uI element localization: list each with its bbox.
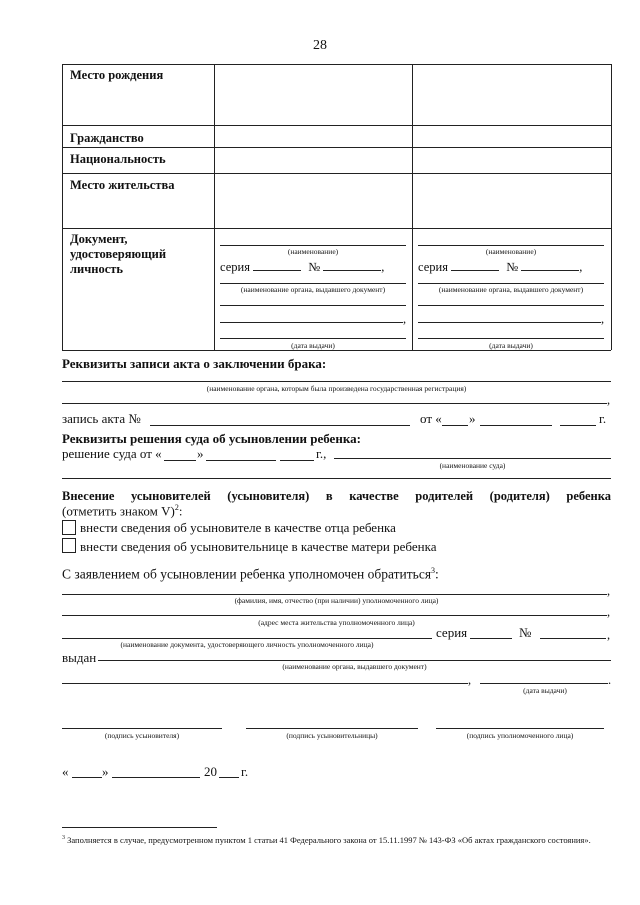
authorized-heading: С заявлением об усыновлении ребенка уполномочен обратиться <box>62 566 432 582</box>
authorized-doc-caption: (наименование документа, удостоверяющего личность уполномоченного лица) <box>120 640 374 649</box>
row-label-nationality: Национальность <box>70 152 166 166</box>
parents-heading-note: (отметить знаком V) <box>62 503 175 519</box>
citizenship-field-2[interactable] <box>414 127 609 145</box>
authorized-doc-field[interactable] <box>62 638 432 639</box>
record-year-suffix: г. <box>599 411 607 426</box>
father-option-label: внести сведения об усыновителе в качестве отца ребенка <box>80 520 396 535</box>
nationality-field-2[interactable] <box>414 149 609 171</box>
date-quote-open: « <box>62 764 69 779</box>
record-quote-close: » <box>469 411 476 426</box>
court-decision-label: решение суда от « <box>62 446 162 461</box>
footnote-separator <box>62 827 217 828</box>
series-field[interactable] <box>451 258 499 271</box>
date-day-field[interactable] <box>72 777 102 778</box>
marriage-org-caption: (наименование органа, которым была произведена государственная регистрация) <box>206 384 467 393</box>
court-month-field[interactable] <box>206 460 276 461</box>
court-quote-close: » <box>197 446 204 461</box>
record-month-field[interactable] <box>480 425 552 426</box>
parents-heading: Внесение усыновителей (усыновителя) в качестве родителей (родителя) ребенка <box>62 489 611 503</box>
record-day-field[interactable] <box>442 425 468 426</box>
date-caption: (дата выдачи) <box>489 341 533 350</box>
court-name-field[interactable] <box>334 458 611 459</box>
row-label-citizenship: Гражданство <box>70 131 144 145</box>
signature-authorized-field[interactable] <box>436 728 604 729</box>
issuer-caption: (наименование органа, выдавшего документ) <box>240 285 386 294</box>
father-checkbox[interactable] <box>62 520 76 535</box>
series-field[interactable] <box>253 258 301 271</box>
signature-authorized-caption: (подпись уполномоченного лица) <box>466 731 574 740</box>
record-from-label: от « <box>420 411 442 426</box>
signature-adopter-father-field[interactable] <box>62 728 222 729</box>
court-name-field-2[interactable] <box>62 478 611 479</box>
authorized-date-field[interactable] <box>480 683 608 684</box>
row-label-residence: Место жительства <box>70 178 175 192</box>
authorized-address-caption: (адрес места жительства уполномоченного лица) <box>258 618 415 627</box>
court-heading: Реквизиты решения суда об усыновлении ребенка: <box>62 431 361 446</box>
number-field[interactable] <box>521 258 579 271</box>
footnote-text: Заполняется в случае, предусмотренном пунктом 1 статьи 41 Федерального закона от 15.11.1997 № 143-ФЗ «Об актах гражданского состояния». <box>67 834 591 845</box>
marriage-org-field-2[interactable] <box>62 403 607 404</box>
authorized-issuer-field[interactable] <box>98 660 611 661</box>
date-year-suffix: г. <box>241 764 249 779</box>
residence-field-2[interactable] <box>414 175 609 226</box>
authorized-number-field[interactable] <box>540 638 606 639</box>
authorized-address-field[interactable] <box>62 615 607 616</box>
court-year-suffix: г., <box>316 446 327 461</box>
record-number-field[interactable] <box>150 425 410 426</box>
residence-field-1[interactable] <box>216 175 410 226</box>
row-label-document: Документ, удостоверяющий личность <box>70 232 167 276</box>
mother-option-label: внести сведения об усыновительнице в качестве матери ребенка <box>80 539 437 554</box>
marriage-heading: Реквизиты записи акта о заключении брака: <box>62 356 327 371</box>
authorized-number-label: № <box>519 625 532 640</box>
series-label: серия <box>418 260 448 274</box>
nationality-field-1[interactable] <box>216 149 410 171</box>
issuer-caption: (наименование органа, выдавшего документ) <box>438 285 584 294</box>
authorized-date-caption: (дата выдачи) <box>523 686 567 695</box>
date-century: 20 <box>204 764 217 779</box>
birthplace-field-1[interactable] <box>216 66 410 123</box>
doc-name-caption: (наименование) <box>485 247 537 256</box>
signature-adopter-father-caption: (подпись усыновителя) <box>104 731 180 740</box>
authorized-name-caption: (фамилия, имя, отчество (при наличии) уполномоченного лица) <box>234 596 439 605</box>
footnote-ref-3: 3 <box>431 566 436 575</box>
date-quote-close: » <box>102 764 109 779</box>
birthplace-field-2[interactable] <box>414 66 609 123</box>
court-year-field[interactable] <box>280 460 314 461</box>
authorized-name-field[interactable] <box>62 594 607 595</box>
signature-adopter-mother-caption: (подпись усыновительницы) <box>286 731 378 740</box>
date-month-field[interactable] <box>112 777 200 778</box>
number-label: № <box>308 260 321 274</box>
record-label: запись акта № <box>62 411 141 426</box>
authorized-issuer-field-2[interactable] <box>62 683 468 684</box>
marriage-org-field[interactable] <box>62 381 611 382</box>
footnote-ref-2: 2 <box>174 503 179 512</box>
authorized-issuer-caption: (наименование органа, выдавшего документ) <box>282 662 427 671</box>
row-label-birthplace: Место рождения <box>70 68 164 82</box>
series-label: серия <box>220 260 250 274</box>
mother-checkbox[interactable] <box>62 538 76 553</box>
signature-adopter-mother-field[interactable] <box>246 728 418 729</box>
citizenship-field-1[interactable] <box>216 127 410 145</box>
court-name-caption: (наименование суда) <box>439 461 506 470</box>
authorized-series-label: серия <box>436 625 468 640</box>
record-year-field[interactable] <box>560 425 596 426</box>
doc-name-caption: (наименование) <box>287 247 339 256</box>
date-year-field[interactable] <box>219 777 239 778</box>
court-day-field[interactable] <box>164 460 196 461</box>
issued-label: выдан <box>62 650 97 665</box>
date-caption: (дата выдачи) <box>291 341 335 350</box>
page-number: 28 <box>313 38 327 53</box>
number-field[interactable] <box>323 258 381 271</box>
authorized-series-field[interactable] <box>470 638 512 639</box>
footnote-mark: 3 <box>62 835 65 841</box>
number-label: № <box>506 260 519 274</box>
